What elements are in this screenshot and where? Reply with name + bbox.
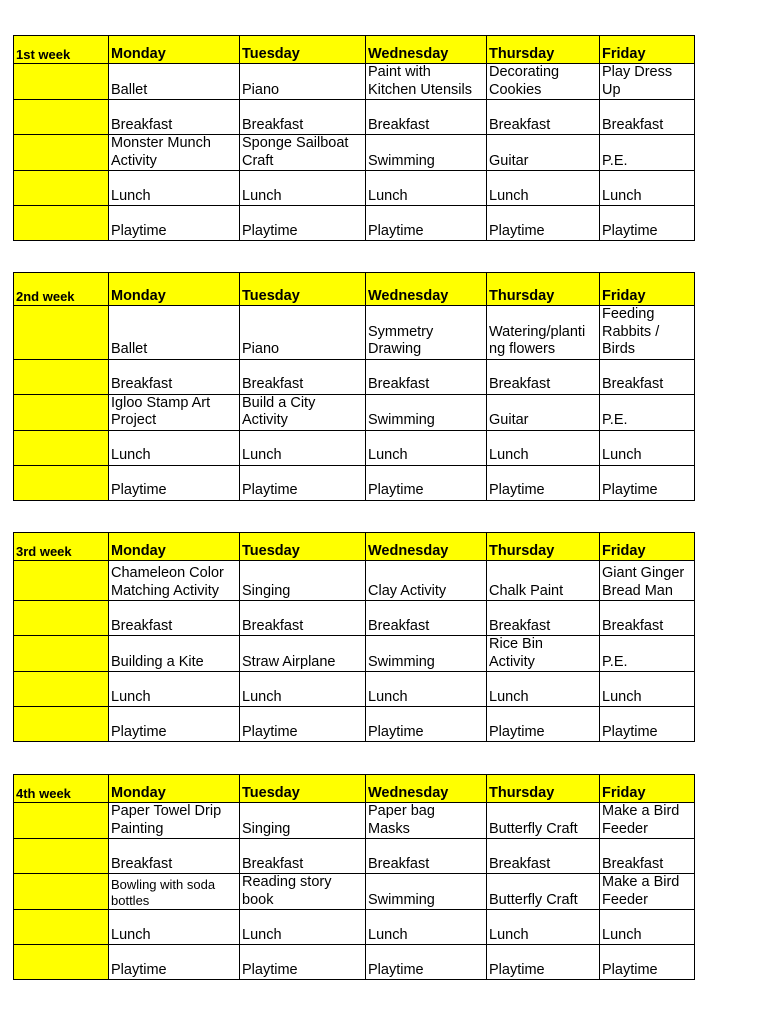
schedule-cell: Playtime — [600, 206, 695, 241]
schedule-cell: Straw Airplane — [240, 636, 366, 672]
schedule-row — [14, 561, 695, 601]
schedule-cell: Singing — [240, 561, 366, 601]
schedule-cell: Lunch — [366, 171, 487, 206]
schedule-cell: Breakfast — [366, 601, 487, 636]
week-label-cell — [14, 394, 109, 430]
week-1-table — [13, 35, 695, 241]
day-header-wednesday: Wednesday — [366, 273, 487, 306]
schedule-cell: Rice Bin Activity — [487, 636, 600, 672]
schedule-row — [14, 874, 695, 910]
schedule-cell: Swimming — [366, 874, 487, 910]
week-3-label: 3rd week — [14, 533, 109, 561]
schedule-cell: Building a Kite — [109, 636, 240, 672]
week-1-header-row — [14, 36, 695, 64]
week-label-cell — [14, 910, 109, 945]
schedule-cell: Symmetry Drawing — [366, 306, 487, 360]
schedule-cell: Watering/planti ng flowers — [487, 306, 600, 360]
schedule-row — [14, 100, 695, 135]
schedule-cell: Breakfast — [366, 359, 487, 394]
schedule-cell: Singing — [240, 803, 366, 839]
schedule-cell: Playtime — [487, 465, 600, 500]
day-header-tuesday: Tuesday — [240, 533, 366, 561]
schedule-cell: Guitar — [487, 135, 600, 171]
schedule-cell: Lunch — [109, 430, 240, 465]
schedule-cell: Piano — [240, 306, 366, 360]
schedule-cell: Playtime — [109, 945, 240, 980]
schedule-cell: Bowling with soda bottles — [109, 874, 240, 910]
week-label-cell — [14, 206, 109, 241]
schedule-row — [14, 636, 695, 672]
schedule-cell: Butterfly Craft — [487, 874, 600, 910]
day-header-thursday: Thursday — [487, 273, 600, 306]
day-header-wednesday: Wednesday — [366, 36, 487, 64]
week-label-cell — [14, 839, 109, 874]
week-3-header-row — [14, 533, 695, 561]
schedule-cell: Playtime — [109, 707, 240, 742]
day-header-tuesday: Tuesday — [240, 775, 366, 803]
schedule-row — [14, 945, 695, 980]
day-header-friday: Friday — [600, 36, 695, 64]
week-label-cell — [14, 601, 109, 636]
schedule-cell: Playtime — [487, 945, 600, 980]
schedule-cell: Breakfast — [366, 839, 487, 874]
schedule-cell: Feeding Rabbits / Birds — [600, 306, 695, 360]
day-header-monday: Monday — [109, 775, 240, 803]
schedule-cell: Make a Bird Feeder — [600, 874, 695, 910]
schedule-cell: Swimming — [366, 135, 487, 171]
schedule-cell: Paint with Kitchen Utensils — [366, 64, 487, 100]
schedule-cell: Igloo Stamp Art Project — [109, 394, 240, 430]
schedule-cell: Ballet — [109, 306, 240, 360]
schedule-cell: P.E. — [600, 636, 695, 672]
schedule-cell: Breakfast — [109, 601, 240, 636]
schedule-cell: Breakfast — [487, 100, 600, 135]
schedule-cell: Lunch — [366, 672, 487, 707]
day-header-thursday: Thursday — [487, 533, 600, 561]
week-label-cell — [14, 171, 109, 206]
schedule-cell: Swimming — [366, 636, 487, 672]
schedule-cell: Breakfast — [366, 100, 487, 135]
schedule-cell: Chalk Paint — [487, 561, 600, 601]
schedule-cell: Breakfast — [109, 839, 240, 874]
day-header-monday: Monday — [109, 36, 240, 64]
schedule-cell: Lunch — [240, 171, 366, 206]
schedule-cell: Paper Towel Drip Painting — [109, 803, 240, 839]
schedule-cell: Playtime — [240, 945, 366, 980]
day-header-monday: Monday — [109, 273, 240, 306]
day-header-tuesday: Tuesday — [240, 273, 366, 306]
schedule-cell: Playtime — [366, 465, 487, 500]
schedule-cell: Lunch — [366, 430, 487, 465]
schedule-cell: Chameleon Color Matching Activity — [109, 561, 240, 601]
week-1-label: 1st week — [14, 36, 109, 64]
schedule-row — [14, 135, 695, 171]
schedule-cell: Lunch — [487, 430, 600, 465]
schedule-cell: Make a Bird Feeder — [600, 803, 695, 839]
week-label-cell — [14, 135, 109, 171]
schedule-cell: Lunch — [487, 171, 600, 206]
week-label-cell — [14, 100, 109, 135]
schedule-cell: P.E. — [600, 135, 695, 171]
schedule-cell: Playtime — [109, 465, 240, 500]
schedule-row — [14, 430, 695, 465]
schedule-row — [14, 672, 695, 707]
schedule-cell: Clay Activity — [366, 561, 487, 601]
schedule-cell: Breakfast — [240, 839, 366, 874]
schedule-cell: Breakfast — [487, 601, 600, 636]
week-label-cell — [14, 707, 109, 742]
schedule-row — [14, 171, 695, 206]
schedule-cell: Breakfast — [600, 100, 695, 135]
schedule-cell: Playtime — [600, 945, 695, 980]
schedule-cell: Breakfast — [600, 359, 695, 394]
week-label-cell — [14, 803, 109, 839]
week-3-table — [13, 532, 695, 742]
schedule-cell: Playtime — [240, 707, 366, 742]
schedule-cell: Lunch — [600, 430, 695, 465]
week-label-cell — [14, 465, 109, 500]
schedule-row — [14, 465, 695, 500]
schedule-cell: Butterfly Craft — [487, 803, 600, 839]
schedule-cell: Breakfast — [240, 601, 366, 636]
week-label-cell — [14, 874, 109, 910]
schedule-cell: Playtime — [366, 707, 487, 742]
schedule-cell: Monster Munch Activity — [109, 135, 240, 171]
schedule-cell: Lunch — [109, 672, 240, 707]
schedule-cell: Lunch — [109, 910, 240, 945]
schedule-row — [14, 803, 695, 839]
schedule-cell: Playtime — [366, 206, 487, 241]
week-2-label: 2nd week — [14, 273, 109, 306]
schedule-row — [14, 64, 695, 100]
schedule-row — [14, 707, 695, 742]
schedule-cell: Breakfast — [487, 359, 600, 394]
week-2-table — [13, 272, 695, 501]
week-label-cell — [14, 430, 109, 465]
day-header-wednesday: Wednesday — [366, 533, 487, 561]
week-label-cell — [14, 359, 109, 394]
week-label-cell — [14, 561, 109, 601]
week-label-cell — [14, 672, 109, 707]
day-header-thursday: Thursday — [487, 775, 600, 803]
schedule-cell: Playtime — [600, 707, 695, 742]
schedule-cell: Play Dress Up — [600, 64, 695, 100]
schedule-row — [14, 359, 695, 394]
day-header-friday: Friday — [600, 273, 695, 306]
schedule-cell: P.E. — [600, 394, 695, 430]
schedule-cell: Breakfast — [487, 839, 600, 874]
schedule-cell: Lunch — [109, 171, 240, 206]
schedule-cell: Giant Ginger Bread Man — [600, 561, 695, 601]
schedule-row — [14, 601, 695, 636]
schedule-cell: Lunch — [366, 910, 487, 945]
schedule-cell: Lunch — [487, 910, 600, 945]
day-header-thursday: Thursday — [487, 36, 600, 64]
schedule-cell: Lunch — [240, 672, 366, 707]
schedule-cell: Breakfast — [109, 359, 240, 394]
schedule-cell: Playtime — [240, 206, 366, 241]
day-header-wednesday: Wednesday — [366, 775, 487, 803]
week-label-cell — [14, 636, 109, 672]
schedule-cell: Breakfast — [109, 100, 240, 135]
schedule-cell: Playtime — [240, 465, 366, 500]
schedule-cell: Playtime — [109, 206, 240, 241]
schedule-cell: Lunch — [600, 171, 695, 206]
schedule-cell: Playtime — [487, 206, 600, 241]
schedule-cell: Piano — [240, 64, 366, 100]
schedule-cell: Sponge Sailboat Craft — [240, 135, 366, 171]
schedule-cell: Reading story book — [240, 874, 366, 910]
day-header-tuesday: Tuesday — [240, 36, 366, 64]
schedule-row — [14, 394, 695, 430]
schedule-cell: Lunch — [600, 910, 695, 945]
week-4-table — [13, 774, 695, 980]
schedule-cell: Decorating Cookies — [487, 64, 600, 100]
schedule-row — [14, 839, 695, 874]
day-header-monday: Monday — [109, 533, 240, 561]
week-label-cell — [14, 64, 109, 100]
schedule-row — [14, 910, 695, 945]
schedule-cell: Lunch — [487, 672, 600, 707]
week-4-label: 4th week — [14, 775, 109, 803]
schedule-cell: Playtime — [600, 465, 695, 500]
schedule-cell: Lunch — [240, 910, 366, 945]
schedule-cell: Guitar — [487, 394, 600, 430]
day-header-friday: Friday — [600, 775, 695, 803]
schedule-cell: Swimming — [366, 394, 487, 430]
day-header-friday: Friday — [600, 533, 695, 561]
schedule-cell: Breakfast — [600, 839, 695, 874]
week-label-cell — [14, 306, 109, 360]
schedule-row — [14, 306, 695, 360]
week-4-header-row — [14, 775, 695, 803]
schedule-row — [14, 206, 695, 241]
schedule-cell: Playtime — [366, 945, 487, 980]
week-label-cell — [14, 945, 109, 980]
schedule-cell: Playtime — [487, 707, 600, 742]
schedule-cell: Breakfast — [240, 100, 366, 135]
schedule-cell: Paper bag Masks — [366, 803, 487, 839]
schedule-cell: Lunch — [600, 672, 695, 707]
week-2-header-row — [14, 273, 695, 306]
schedule-cell: Breakfast — [600, 601, 695, 636]
schedule-cell: Breakfast — [240, 359, 366, 394]
schedule-cell: Build a City Activity — [240, 394, 366, 430]
schedule-cell: Lunch — [240, 430, 366, 465]
schedule-cell: Ballet — [109, 64, 240, 100]
